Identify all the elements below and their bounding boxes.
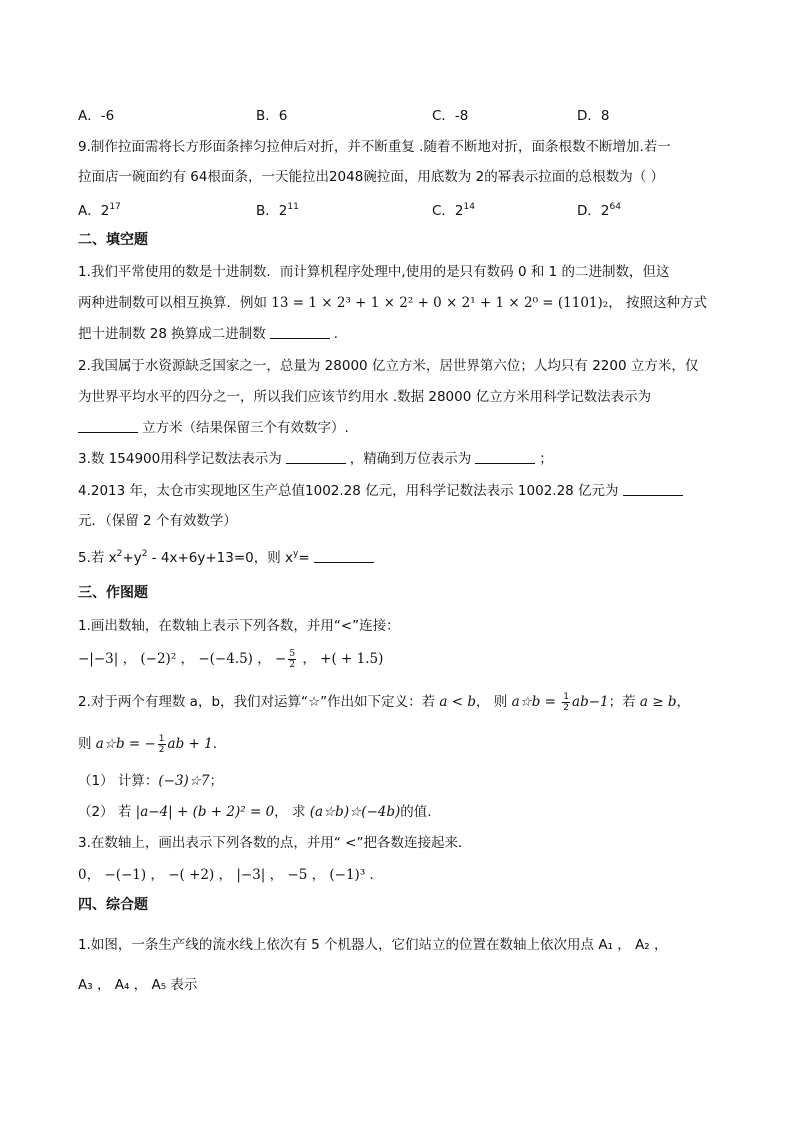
q9-line-1: 9.制作拉面需将长方形面条摔匀拉伸后对折，并不断重复 .随着不断地对折，面条根数不断增加.若一 (78, 139, 671, 155)
q8-option-b: B．6 (256, 108, 288, 124)
q9-option-c: C．$2^{14}$ (432, 202, 475, 219)
q8-option-c: C．-8 (432, 108, 469, 124)
fill-q3: 3.数 154900用科学记数法表示为 ，精确到万位表示为 ； (78, 451, 553, 467)
section-2-title: 二、填空题 (78, 232, 148, 248)
draw-q3-line-1: 3.在数轴上，画出表示下列各数的点，并用“ <”把各数连接起来． (78, 835, 472, 851)
fill-q1-line-2: 两种进制数可以相互换算．例如 13 = 1 × 2³ + 1 × 2² + 0 × 2¹ + 1 × 2⁰ = (1101)₂， 按照这种方式 (78, 295, 707, 311)
fill-q2-line-2: 为世界平均水平的四分之一，所以我们应该节约用水 .数据 28000 亿立方米用科学记数法表示为 (78, 389, 652, 405)
q9-line-2: 拉面店一碗面约有 64根面条，一天能拉出2048碗拉面，用底数为 2的幂表示拉面的总根数为（ ） (78, 169, 664, 185)
draw-q3-numbers: 0， −(−1) ， −( +2) ， |−3| ， −5 ， (−1)³ ． (78, 867, 384, 883)
fill-q1-line-3: 把十进制数 28 换算成二进制数 ． (78, 326, 348, 342)
fill-q1-line-1: 1.我们平常使用的数是十进制数．而计算机程序处理中,使用的是只有数码 0 和 1 的二进制数，但这 (78, 264, 670, 280)
answer-blank[interactable] (270, 326, 330, 339)
fraction: $\frac{1}{2}$ (158, 733, 165, 755)
q9-option-b: B．$2^{11}$ (256, 202, 299, 219)
answer-blank[interactable] (623, 483, 683, 496)
comp-q1-line-2: A₃ ， A₄ ， A₅ 表示 (78, 977, 198, 993)
fill-q4-line-2: 元．（保留 2 个有效数学） (78, 513, 237, 529)
draw-q2-line-1: 2.对于两个有理数 a，b，我们对运算“☆”作出如下定义：若 a < b， 则 a☆b = $\frac{1}{2}$ ab−1；若 a ≥ b， (78, 691, 690, 713)
section-3-title: 三、作图题 (78, 585, 148, 601)
section-4-title: 四、综合题 (78, 897, 148, 913)
answer-blank[interactable] (314, 550, 374, 563)
q8-option-d: D．8 (577, 108, 610, 124)
fill-q5: 5.若 $x^2+y^2 - 4x+6y+13=0$，则 $x^y=$ (78, 546, 378, 566)
draw-q1-numbers: −|−3| ， (−2)² ， −(−4.5) ， − $\frac{5}{2}$ ， +( + 1.5) (78, 649, 384, 670)
fraction: $\frac{1}{2}$ (563, 691, 570, 713)
q9-option-d: D．$2^{64}$ (577, 202, 621, 219)
fill-q4-line-1: 4.2013 年，太仓市实现地区生产总值1002.28 亿元，用科学记数法表示 1002.28 亿元为 (78, 479, 687, 499)
draw-q2-sub-2: （2） 若 |a−4| + (b + 2)² = 0， 求 (a☆b)☆(−4b)的值. (78, 804, 432, 820)
answer-blank[interactable] (475, 451, 535, 464)
q8-option-a: A．-6 (78, 108, 115, 124)
draw-q2-line-2: 则 a☆b = − $\frac{1}{2}$ ab + 1． (78, 733, 227, 755)
answer-blank[interactable] (286, 451, 346, 464)
binary-formula: 13 = 1 × 2³ + 1 × 2² + 0 × 2¹ + 1 × 2⁰ = (1101)₂ (271, 295, 609, 311)
fill-q2-line-1: 2.我国属于水资源缺乏国家之一，总量为 28000 亿立方米，居世界第六位；人均只有 2200 立方米，仅 (78, 358, 699, 374)
q9-option-a: A．$2^{17}$ (78, 202, 121, 219)
comp-q1-line-1: 1.如图，一条生产线的流水线上依次有 5 个机器人，它们站立的位置在数轴上依次用点 A₁ ， A₂ ， (78, 937, 668, 953)
draw-q1-line-1: 1.画出数轴，在数轴上表示下列各数，并用“<”连接： (78, 618, 400, 634)
draw-q2-sub-1: （1） 计算：(−3)☆7； (78, 773, 224, 789)
fraction: $\frac{5}{2}$ (289, 649, 296, 670)
fill-q2-line-3: 立方米（结果保留三个有效数字）. (78, 416, 349, 436)
answer-blank[interactable] (78, 420, 138, 433)
